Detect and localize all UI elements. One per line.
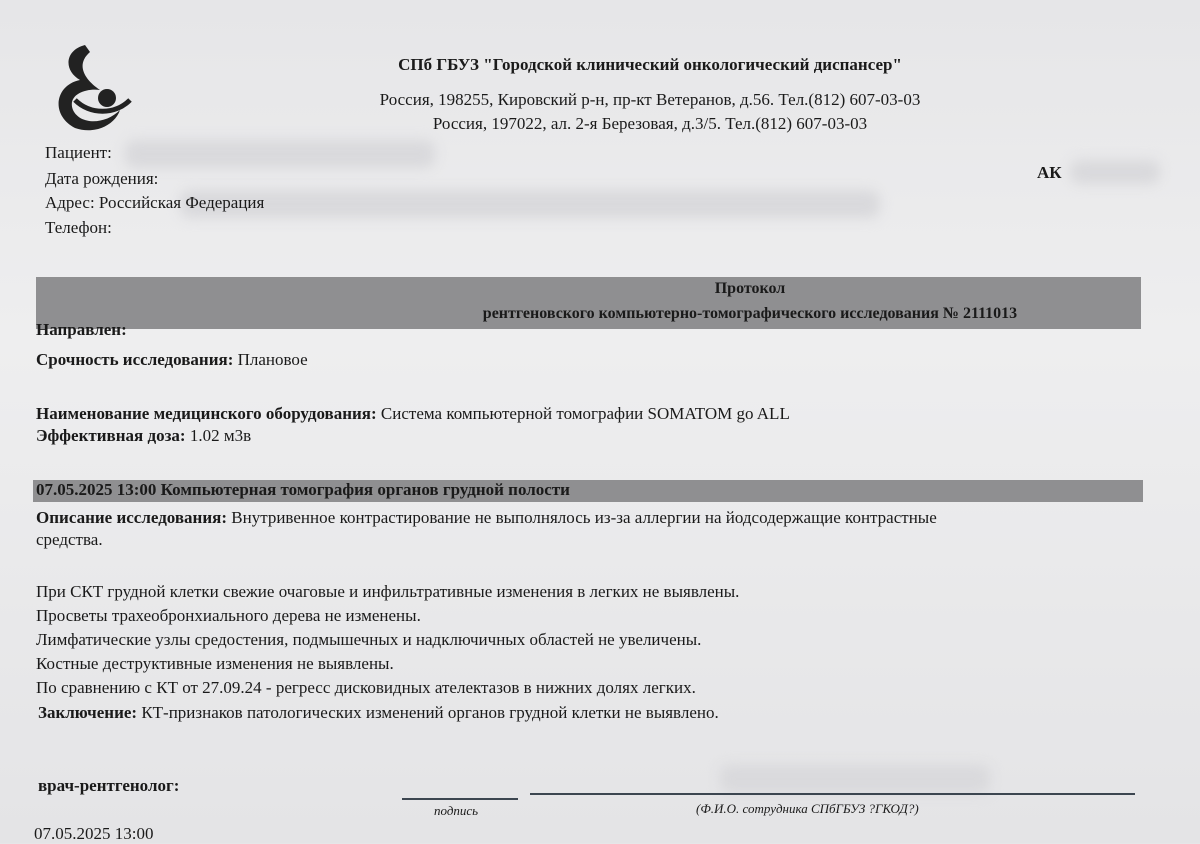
finding-line: Костные деструктивные изменения не выявлены.	[36, 654, 394, 673]
dob-label: Дата рождения:	[45, 169, 159, 188]
radiologist-label: врач-рентгенолог:	[38, 776, 180, 795]
signature-line	[402, 798, 518, 800]
patient-code: АК	[1037, 163, 1062, 182]
patient-name-label: Пациент:	[45, 143, 112, 162]
protocol-title: Протокол	[714, 280, 786, 297]
dose-label: Эффективная доза:	[36, 426, 186, 445]
name-caption: (Ф.И.О. сотрудника СПбГБУЗ ?ГКОД?)	[696, 801, 919, 816]
dose-value: 1.02 м3в	[189, 426, 252, 445]
urgency-label: Срочность исследования:	[36, 350, 234, 369]
name-line	[530, 793, 1135, 795]
signature-date: 07.05.2025 13:00	[34, 824, 154, 843]
org-address-2: Россия, 197022, ал. 2-я Березовая, д.3/5. Тел.(812) 607-03-03	[432, 114, 868, 133]
description-cont: средства.	[36, 530, 103, 549]
phone-label: Телефон:	[45, 218, 112, 237]
conclusion-label: Заключение:	[38, 703, 138, 722]
finding-line: Просветы трахеобронхиального дерева не изменены.	[36, 606, 421, 625]
address-label: Адрес:	[45, 193, 95, 212]
equipment-label: Наименование медицинского оборудования:	[36, 404, 377, 423]
finding-line: По сравнению с КТ от 27.09.24 - регресс дисковидных ателектазов в нижних долях легких.	[36, 678, 696, 697]
org-address-1: Россия, 198255, Кировский р-н, пр-кт Ветеранов, д.56. Тел.(812) 607-03-03	[379, 90, 921, 109]
conclusion-value: КТ-признаков патологических изменений органов грудной клетки не выявлено.	[141, 703, 719, 722]
equipment-value: Система компьютерной томографии SOMATOM go ALL	[380, 404, 790, 423]
study-heading: 07.05.2025 13:00 Компьютерная томография органов грудной полости	[36, 480, 570, 499]
finding-line: При СКТ грудной клетки свежие очаговые и инфильтративные изменения в легких не выявлены.	[36, 582, 740, 601]
description-label: Описание исследования:	[36, 508, 228, 527]
urgency-value: Плановое	[237, 350, 308, 369]
org-name: СПб ГБУЗ "Городской клинический онкологический диспансер"	[398, 55, 902, 74]
address-value: Российская Федерация	[98, 193, 265, 212]
protocol-subtitle: рентгеновского компьютерно-томографического исследования № 2111013	[482, 305, 1018, 322]
description-value: Внутривенное контрастирование не выполнялось из-за аллергии на йодсодержащие контрастные	[231, 508, 937, 527]
finding-line: Лимфатические узлы средостения, подмышечных и надключичных областей не увеличены.	[36, 630, 702, 649]
referred-label: Направлен:	[36, 320, 127, 339]
signature-caption: подпись	[434, 803, 479, 818]
